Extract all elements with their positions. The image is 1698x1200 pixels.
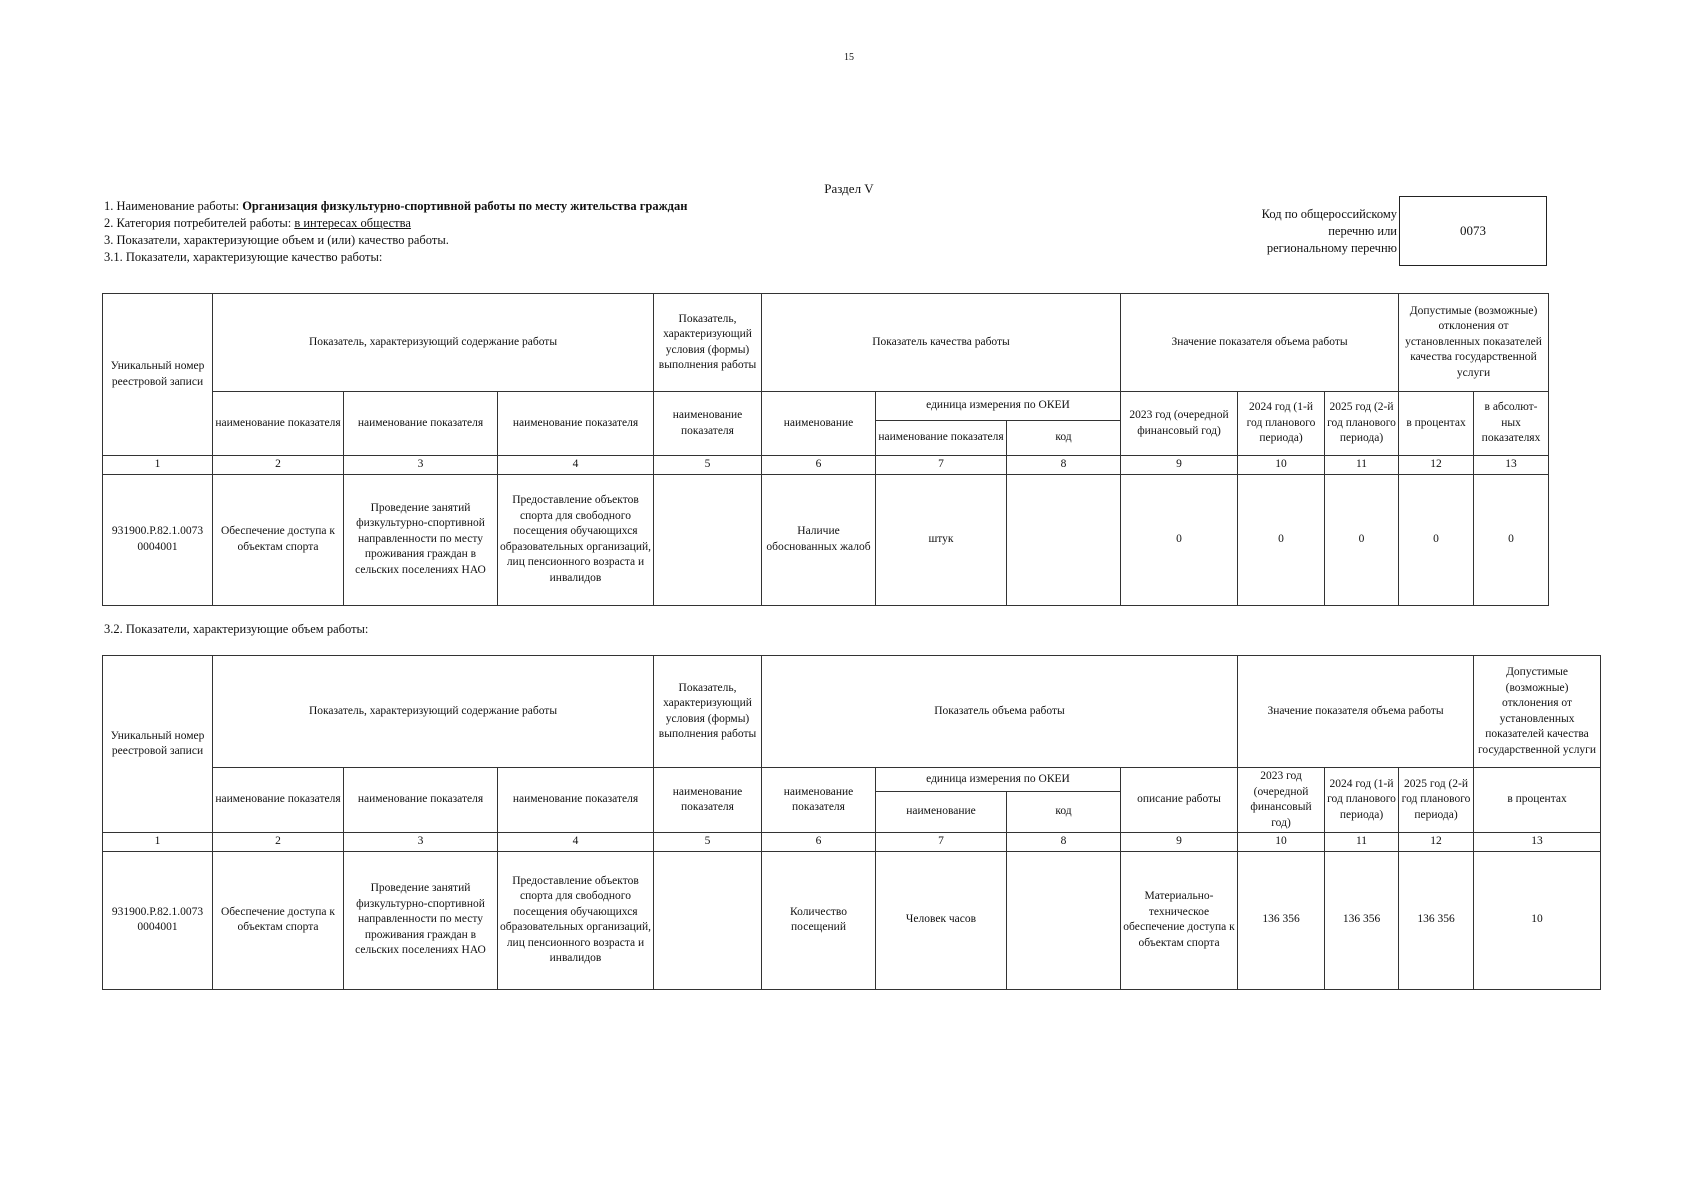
- quality-sh-2024: 2024 год (1-й год планового периода): [1238, 392, 1325, 456]
- quality-cell-registry-number: 931900.Р.82.1.0073 0004001: [103, 474, 213, 605]
- volume-sh-2025: 2025 год (2-й год планового периода): [1399, 768, 1474, 833]
- work-name-line: [104, 199, 687, 214]
- quality-cell-conditions: [654, 474, 762, 605]
- quality-cell-indicator: Проведение занятий физкультурно-спортивной направленности по месту проживания граждан в сельских поселениях НАО: [344, 474, 498, 605]
- volume-h-unique: Уникальный номер реестровой записи: [103, 656, 213, 833]
- volume-colnum: 1: [103, 833, 213, 852]
- consumer-category-label: 2. Категория потребителей работы:: [104, 216, 295, 230]
- quality-column-numbers-row: [103, 456, 1549, 475]
- volume-colnum: 6: [762, 833, 876, 852]
- volume-colnum: 5: [654, 833, 762, 852]
- quality-cell-2025: 0: [1325, 474, 1399, 605]
- quality-cell-indicator-2: Предоставление объектов спорта для свободного посещения обучающихся образовательных организаций, лиц пенсионного возраста и инвалидов: [498, 474, 654, 605]
- quality-colnum: 11: [1325, 456, 1399, 475]
- quality-colnum: 3: [344, 456, 498, 475]
- volume-cell-registry-number: 931900.Р.82.1.0073 0004001: [103, 851, 213, 989]
- quality-cell-2023: 0: [1121, 474, 1238, 605]
- quality-sh-unit: единица измерения по ОКЕИ: [876, 392, 1121, 421]
- volume-sh-desc: описание работы: [1121, 768, 1238, 833]
- work-name-label: 1. Наименование работы:: [104, 199, 243, 213]
- quality-cell-abs: 0: [1474, 474, 1549, 605]
- quality-h-quality: Показатель качества работы: [762, 294, 1121, 392]
- volume-sh-unit: единица измерения по ОКЕИ: [876, 768, 1121, 792]
- quality-colnum: 5: [654, 456, 762, 475]
- quality-cell-pct: 0: [1399, 474, 1474, 605]
- volume-cell-indicator-2: Предоставление объектов спорта для свободного посещения обучающихся образовательных организаций, лиц пенсионного возраста и инвалидов: [498, 851, 654, 989]
- volume-cell-2023: 136 356: [1238, 851, 1325, 989]
- volume-colnum: 2: [213, 833, 344, 852]
- volume-cell-content: Обеспечение доступа к объектам спорта: [213, 851, 344, 989]
- volume-sh-c4: наименование показателя: [498, 768, 654, 833]
- volume-cell-code: [1007, 851, 1121, 989]
- volume-colnum: 10: [1238, 833, 1325, 852]
- volume-sh-unit-name: наименование: [876, 791, 1007, 832]
- consumer-category-line: [104, 216, 411, 231]
- volume-sh-pct: в процентах: [1474, 768, 1601, 833]
- quality-cell-code: [1007, 474, 1121, 605]
- quality-sh-c5: наименование показателя: [654, 392, 762, 456]
- volume-cell-2025: 136 356: [1399, 851, 1474, 989]
- volume-colnum: 7: [876, 833, 1007, 852]
- volume-sh-2024: 2024 год (1-й год планового периода): [1325, 768, 1399, 833]
- quality-h-value: Значение показателя объема работы: [1121, 294, 1399, 392]
- volume-h-volume: Показатель объема работы: [762, 656, 1238, 768]
- quality-sh-c3: наименование показателя: [344, 392, 498, 456]
- volume-colnum: 8: [1007, 833, 1121, 852]
- volume-cell-unit: Человек часов: [876, 851, 1007, 989]
- code-label-line-2: перечню или: [1328, 224, 1397, 238]
- volume-cell-indicator: Проведение занятий физкультурно-спортивной направленности по месту проживания граждан в сельских поселениях НАО: [344, 851, 498, 989]
- volume-cell-conditions: [654, 851, 762, 989]
- code-label-line-3: региональному перечню: [1266, 241, 1397, 255]
- quality-colnum: 2: [213, 456, 344, 475]
- volume-header-row: [103, 656, 1601, 768]
- volume-colnum: 11: [1325, 833, 1399, 852]
- consumer-category-value: в интересах общества: [294, 216, 411, 230]
- quality-data-row: [103, 474, 1549, 605]
- quality-colnum: 6: [762, 456, 876, 475]
- quality-colnum: 8: [1007, 456, 1121, 475]
- quality-indicators-heading: 3.1. Показатели, характеризующие качество работы:: [104, 250, 383, 264]
- quality-h-deviation: Допустимые (возможные) отклонения от установленных показателей качества государственной услуги: [1399, 294, 1549, 392]
- quality-cell-content: Обеспечение доступа к объектам спорта: [213, 474, 344, 605]
- volume-sh-2023: 2023 год (очередной финансовый год): [1238, 768, 1325, 833]
- volume-indicators-heading: 3.2. Показатели, характеризующие объем работы:: [104, 622, 369, 636]
- volume-colnum: 9: [1121, 833, 1238, 852]
- quality-cell-quality-name: Наличие обоснованных жалоб: [762, 474, 876, 605]
- quality-colnum: 7: [876, 456, 1007, 475]
- section-title: Раздел V: [824, 181, 874, 196]
- quality-colnum: 12: [1399, 456, 1474, 475]
- quality-subheader-row-1: [103, 392, 1549, 421]
- quality-sh-unit-name: наименование показателя: [876, 421, 1007, 456]
- quality-table: [102, 293, 1549, 606]
- volume-colnum: 12: [1399, 833, 1474, 852]
- volume-h-content: Показатель, характеризующий содержание работы: [213, 656, 654, 768]
- volume-cell-volume-name: Количество посещений: [762, 851, 876, 989]
- volume-colnum: 3: [344, 833, 498, 852]
- volume-column-numbers-row: [103, 833, 1601, 852]
- volume-h-conditions: Показатель, характеризующий условия (формы) выполнения работы: [654, 656, 762, 768]
- quality-sh-2023: 2023 год (очередной финансовый год): [1121, 392, 1238, 456]
- code-label-line-1: Код по общероссийскому: [1261, 207, 1397, 221]
- volume-sh-code: код: [1007, 791, 1121, 832]
- code-label: [1200, 206, 1397, 257]
- quality-colnum: 4: [498, 456, 654, 475]
- quality-sh-c2: наименование показателя: [213, 392, 344, 456]
- volume-sh-c5: наименование показателя: [654, 768, 762, 833]
- volume-subheader-row-1: [103, 768, 1601, 792]
- quality-h-content: Показатель, характеризующий содержание работы: [213, 294, 654, 392]
- quality-cell-2024: 0: [1238, 474, 1325, 605]
- volume-sh-c6: наименование показателя: [762, 768, 876, 833]
- volume-h-deviation: Допустимые (возможные) отклонения от установленных показателей качества государственной услуги: [1474, 656, 1601, 768]
- page-number: 15: [844, 52, 854, 63]
- volume-sh-c3: наименование показателя: [344, 768, 498, 833]
- quality-colnum: 9: [1121, 456, 1238, 475]
- quality-colnum: 10: [1238, 456, 1325, 475]
- volume-colnum: 13: [1474, 833, 1601, 852]
- quality-header-row: [103, 294, 1549, 392]
- volume-h-value: Значение показателя объема работы: [1238, 656, 1474, 768]
- quality-sh-abs: в абсолют-ных показателях: [1474, 392, 1549, 456]
- volume-cell-pct: 10: [1474, 851, 1601, 989]
- quality-h-conditions: Показатель, характеризующий условия (формы) выполнения работы: [654, 294, 762, 392]
- quality-colnum: 1: [103, 456, 213, 475]
- volume-sh-c2: наименование показателя: [213, 768, 344, 833]
- indicators-heading: 3. Показатели, характеризующие объем и (или) качество работы.: [104, 233, 449, 247]
- volume-cell-2024: 136 356: [1325, 851, 1399, 989]
- volume-table: [102, 655, 1601, 990]
- quality-sh-c4: наименование показателя: [498, 392, 654, 456]
- quality-h-unique: Уникальный номер реестровой записи: [103, 294, 213, 456]
- code-box: 0073: [1399, 196, 1547, 266]
- volume-colnum: 4: [498, 833, 654, 852]
- quality-sh-c6: наименование: [762, 392, 876, 456]
- quality-sh-pct: в процентах: [1399, 392, 1474, 456]
- volume-cell-description: Материально-техническое обеспечение доступа к объектам спорта: [1121, 851, 1238, 989]
- quality-sh-code: код: [1007, 421, 1121, 456]
- quality-cell-unit: штук: [876, 474, 1007, 605]
- volume-data-row: [103, 851, 1601, 989]
- quality-sh-2025: 2025 год (2-й год планового периода): [1325, 392, 1399, 456]
- work-name-value: Организация физкультурно-спортивной работы по месту жительства граждан: [242, 199, 688, 213]
- quality-colnum: 13: [1474, 456, 1549, 475]
